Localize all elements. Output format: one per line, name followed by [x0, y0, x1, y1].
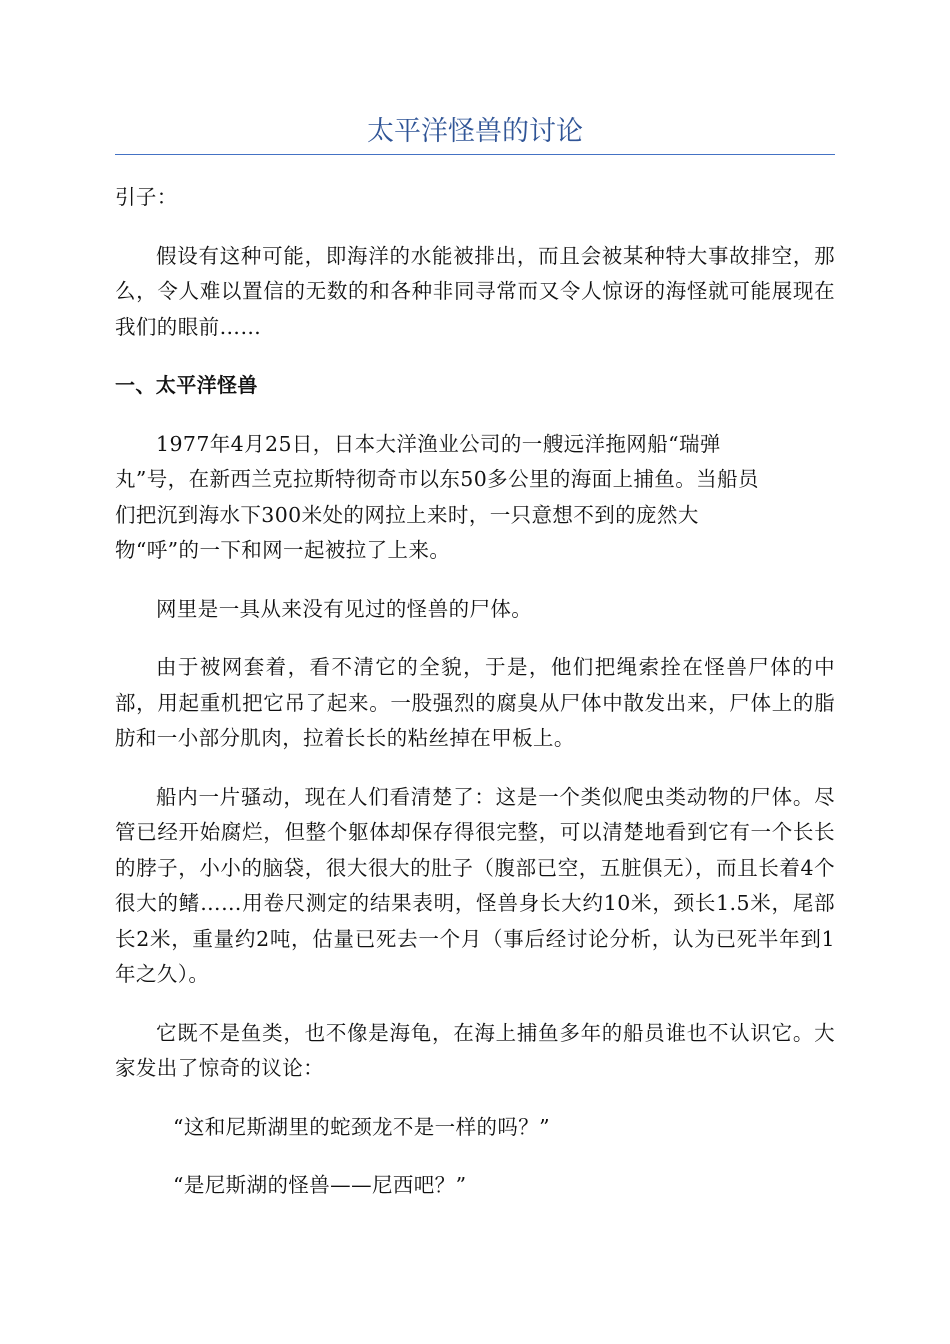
- paragraph-2: 网里是一具从来没有见过的怪兽的尸体。: [156, 596, 533, 621]
- paragraph-1-line-1: 1977年4月25日，日本大洋渔业公司的一艘远洋拖网船“瑞弹: [156, 431, 721, 456]
- intro-label: 引子：: [115, 185, 178, 209]
- paragraph-5: 它既不是鱼类，也不像是海龟，在海上捕鱼多年的船员谁也不认识它。大家发出了惊奇的议论：: [115, 1020, 835, 1080]
- paragraph-1: [115, 427, 835, 569]
- section-heading-1: 一、太平洋怪兽: [115, 373, 258, 397]
- quote-2: “是尼斯湖的怪兽——尼西吧？”: [173, 1173, 467, 1197]
- title-underline: [115, 154, 835, 155]
- paragraph-1-line-3: 们把沉到海水下300米处的网拉上来时，一只意想不到的庞然大: [115, 502, 699, 527]
- paragraph-1-line-4: 物“呼”的一下和网一起被拉了上来。: [115, 538, 451, 562]
- paragraph-3: 由于被网套着，看不清它的全貌，于是，他们把绳索拴在怪兽尸体的中部，用起重机把它吊了起来。一股强烈的腐臭从尸体中散发出来，尸体上的脂肪和一小部分肌肉，拉着长长的粘丝掉在甲板上。: [115, 655, 835, 750]
- document-body: [115, 180, 835, 1227]
- document-title: 太平洋怪兽的讨论: [367, 116, 583, 147]
- intro-paragraph: 假设有这种可能，即海洋的水能被排出，而且会被某种特大事故排空，那么，令人难以置信的无数的和各种非同寻常而又令人惊讶的海怪就可能展现在我们的眼前……: [115, 243, 835, 339]
- paragraph-4: 船内一片骚动，现在人们看清楚了：这是一个类似爬虫类动物的尸体。尽管已经开始腐烂，但整个躯体却保存得很完整，可以清楚地看到它有一个长长的脖子，小小的脑袋，很大很大的肚子（腹部已空，五脏俱无），而且长着4个很大的鳍……用卷尺测定的结果表明，怪兽身长大约10米，颈长1.5米，尾部长2米，重量约2吨，估量已死去一个月（事后经讨论分析，认为已死半年到1年之久）。: [115, 784, 835, 986]
- quote-1: “这和尼斯湖里的蛇颈龙不是一样的吗？”: [173, 1114, 551, 1139]
- paragraph-1-line-2: 丸”号，在新西兰克拉斯特彻奇市以东50多公里的海面上捕鱼。当船员: [115, 467, 759, 491]
